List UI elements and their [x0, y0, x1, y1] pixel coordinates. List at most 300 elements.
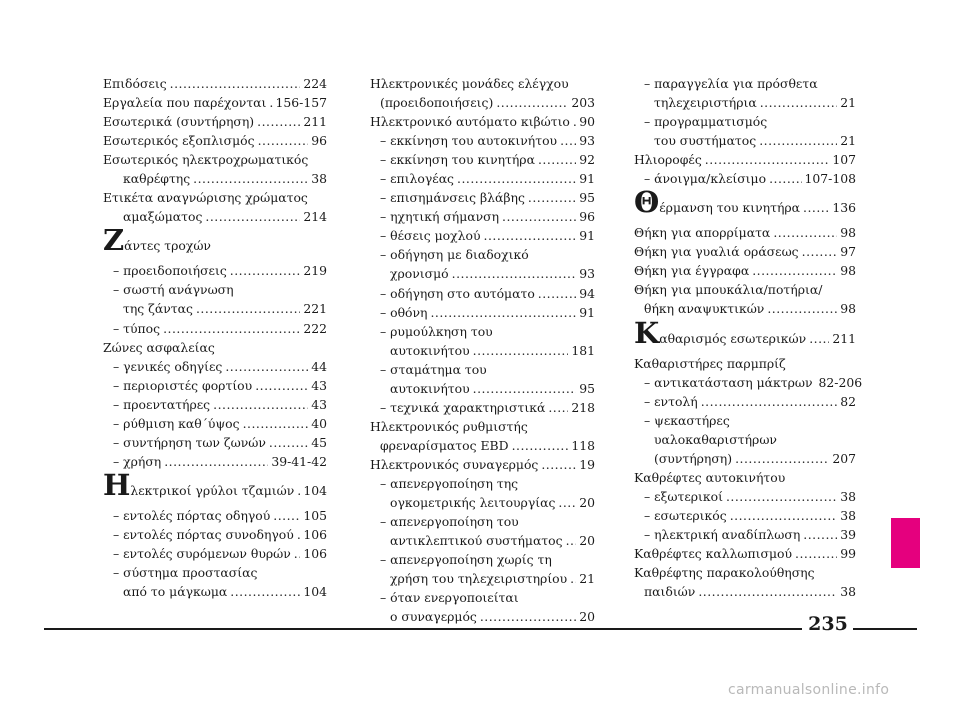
entry-page: 218: [571, 399, 595, 415]
entry-label: – άνοιγμα/κλείσιμο: [644, 171, 767, 187]
entry-text: [644, 112, 767, 131]
index-entry: [370, 360, 595, 379]
dot-leader: [698, 582, 837, 601]
dot-leader: [538, 284, 576, 303]
entry-label: – χρήση: [113, 453, 162, 469]
entry-text: [644, 506, 727, 525]
entry-text: [380, 245, 529, 264]
index-entry: [370, 303, 595, 322]
entry-text: [370, 74, 569, 93]
entry-label: από το μάγκωμα: [123, 584, 228, 600]
entry-label: Ηλεκτρονικός συναγερμός: [370, 456, 539, 472]
entry-page: 20: [579, 609, 595, 625]
entry-page: 106: [303, 526, 327, 542]
entry-label: άντες τροχών: [124, 238, 211, 254]
entry-text: [123, 582, 227, 601]
entry-label: αυτοκινήτου: [390, 380, 470, 396]
index-entry: [103, 357, 327, 376]
entry-page: 207: [832, 450, 856, 466]
entry-text: [123, 207, 202, 226]
entry-page: 40: [311, 415, 327, 431]
index-column-3: [634, 74, 863, 601]
entry-text: [113, 376, 252, 395]
entry-text: [654, 430, 777, 449]
dot-leader: [767, 299, 837, 318]
entry-label: Εσωτερικά (συντήρηση): [103, 114, 255, 130]
entry-label: Καθρέφτες καλλωπισμού: [634, 545, 793, 561]
entry-label: Ετικέτα αναγνώρισης χρώματος: [103, 190, 308, 206]
index-entry: [370, 207, 595, 226]
entry-text: [380, 226, 481, 245]
dot-leader: [769, 169, 801, 188]
entry-label: – απενεργοποίηση της: [380, 475, 519, 491]
entry-label: – εσωτερικός: [644, 507, 727, 523]
entry-page: 82-206: [818, 374, 863, 390]
entry-page: 21: [840, 95, 856, 111]
dot-leader: [558, 493, 576, 512]
entry-label: – οδήγηση με διαδοχικό: [380, 247, 529, 263]
entry-text: [380, 474, 518, 493]
entry-text: [390, 531, 563, 550]
entry-label: Εσωτερικός εξοπλισμός: [103, 133, 255, 149]
index-entry: [103, 414, 327, 433]
entry-text: [634, 185, 801, 223]
dot-leader: [480, 607, 576, 626]
entry-page: 97: [840, 244, 856, 260]
entry-label: – απενεργοποίηση του: [380, 514, 519, 530]
index-entry: [103, 319, 327, 338]
entry-text: [380, 188, 525, 207]
index-entry: [103, 280, 327, 299]
entry-text: [654, 93, 757, 112]
entry-label: Θήκη για γυαλιά οράσεως: [634, 244, 799, 260]
entry-text: [370, 112, 570, 131]
entry-label: – προεντατήρες: [113, 396, 211, 412]
dot-leader: [573, 112, 576, 131]
entry-label: Ηλεκτρονικός ρυθμιστής: [370, 418, 528, 434]
index-entry: [634, 242, 856, 261]
index-entry: [634, 261, 856, 280]
entry-label: – οθόνη: [380, 304, 428, 320]
index-entry: [634, 315, 856, 354]
entry-page: 156-157: [275, 95, 327, 111]
entry-text: [103, 467, 295, 506]
entry-label: – εντολές συρόμενων θυρών: [113, 545, 291, 561]
entry-label: – περιοριστές φορτίου: [113, 377, 253, 393]
section-tab-marker: [891, 518, 920, 568]
index-entry: [370, 569, 595, 588]
entry-page: 38: [311, 171, 327, 187]
dot-leader: [473, 341, 569, 360]
entry-page: 118: [571, 437, 595, 453]
entry-page: 136: [832, 200, 856, 216]
entry-text: [644, 582, 695, 601]
footer-rule-right: [853, 628, 917, 630]
entry-page: 104: [303, 584, 327, 600]
entry-label: – εκκίνηση του κινητήρα: [380, 152, 535, 168]
dot-leader: [802, 242, 838, 261]
dot-leader: [294, 544, 301, 563]
index-entry: [634, 131, 856, 150]
index-entry: [370, 264, 595, 283]
index-entry: [370, 188, 595, 207]
entry-label: – γενικές οδηγίες: [113, 358, 223, 374]
entry-page: 39: [840, 526, 856, 542]
entry-label: – τεχνικά χαρακτηριστικά: [380, 399, 546, 415]
index-entry: [103, 169, 327, 188]
entry-text: [103, 74, 167, 93]
index-entry: [103, 544, 327, 563]
section-initial: Κ: [634, 315, 660, 350]
entry-page: 45: [311, 434, 327, 450]
entry-text: [644, 373, 813, 392]
index-entry: [103, 582, 327, 601]
dot-leader: [430, 303, 576, 322]
entry-page: 181: [571, 342, 595, 358]
entry-label: – εντολές πόρτας οδηγού: [113, 507, 271, 523]
entry-text: [380, 169, 454, 188]
entry-label: – επιλογέας: [380, 171, 454, 187]
dot-leader: [257, 112, 300, 131]
entry-label: Ηλιοροφές: [634, 152, 702, 168]
entry-text: [103, 131, 255, 150]
index-entry: [634, 449, 856, 468]
entry-text: [380, 207, 499, 226]
entry-text: [390, 379, 470, 398]
entry-label: – συντήρηση των ζωνών: [113, 434, 266, 450]
entry-label: θήκη αναψυκτικών: [644, 301, 765, 317]
dot-leader: [452, 264, 577, 283]
entry-text: [380, 398, 545, 417]
index-entry: [634, 74, 856, 93]
entry-text: [370, 417, 528, 436]
entry-text: [380, 303, 427, 322]
entry-text: [123, 299, 193, 318]
entry-label: – παραγγελία για πρόσθετα: [644, 76, 818, 91]
index-entry: [103, 131, 327, 150]
entry-label: – απενεργοποίηση χωρίς τη: [380, 552, 552, 568]
section-initial: Θ: [634, 185, 660, 220]
entry-text: [103, 112, 254, 131]
index-entry: [103, 338, 327, 357]
entry-text: [644, 392, 698, 411]
entry-label: – σταμάτημα του: [380, 361, 487, 377]
dot-leader: [773, 223, 837, 242]
index-entry: [103, 223, 327, 261]
entry-page: 105: [303, 507, 327, 523]
entry-text: [380, 93, 493, 112]
entry-label: Καθαριστήρες παρμπρίζ: [634, 355, 786, 371]
index-entry: [634, 582, 856, 601]
entry-text: [634, 354, 786, 373]
index-entry: [370, 226, 595, 245]
entry-page: 107: [832, 152, 856, 168]
entry-text: [113, 261, 227, 280]
index-entry: [634, 112, 856, 131]
index-entry: [634, 354, 856, 373]
index-entry: [103, 74, 327, 93]
entry-page: 211: [303, 114, 327, 130]
entry-label: χρονισμό: [390, 266, 449, 282]
dot-leader: [230, 582, 300, 601]
entry-label: αντικλεπτικού συστήματος: [390, 533, 563, 549]
index-entry: [370, 588, 595, 607]
index-entry: [103, 207, 327, 226]
dot-leader: [560, 131, 576, 150]
entry-label: – αντικατάσταση μάκτρων: [644, 374, 813, 390]
entry-text: [634, 150, 702, 169]
dot-leader: [269, 93, 272, 112]
entry-text: [380, 436, 509, 455]
entry-text: [113, 319, 160, 338]
entry-page: 39-41-42: [271, 453, 327, 469]
entry-label: – προγραμματισμός: [644, 114, 768, 130]
entry-page: 94: [579, 285, 595, 301]
dot-leader: [570, 569, 576, 588]
entry-text: [644, 169, 766, 188]
index-column-1: [103, 74, 327, 601]
index-entry: [634, 280, 856, 299]
entry-label: αμαξώματος: [123, 209, 203, 225]
entry-text: [103, 93, 266, 112]
entry-text: [370, 455, 538, 474]
index-entry: [370, 379, 595, 398]
entry-page: 98: [840, 225, 856, 241]
index-entry: [103, 452, 327, 471]
entry-text: [634, 315, 807, 354]
entry-text: [644, 74, 818, 93]
index-entry: [634, 392, 856, 411]
entry-page: 82: [840, 393, 856, 409]
entry-page: 98: [840, 301, 856, 317]
entry-text: [113, 395, 210, 414]
dot-leader: [273, 506, 300, 525]
dot-leader: [205, 207, 300, 226]
entry-page: 91: [579, 228, 595, 244]
entry-page: 98: [840, 263, 856, 279]
dot-leader: [528, 188, 576, 207]
entry-label: Εσωτερικός ηλεκτροχρωματικός: [103, 152, 309, 168]
entry-text: [123, 169, 190, 188]
dot-leader: [705, 150, 830, 169]
index-column-2: [370, 74, 595, 626]
dot-leader: [196, 299, 300, 318]
entry-text: [634, 468, 785, 487]
entry-page: 95: [579, 380, 595, 396]
entry-label: Επιδόσεις: [103, 76, 167, 91]
dot-leader: [255, 376, 308, 395]
entry-page: 222: [303, 320, 327, 336]
dot-leader: [803, 193, 829, 223]
index-entry: [634, 169, 856, 188]
entry-label: έρμανση του κινητήρα: [659, 200, 801, 216]
entry-text: [380, 284, 535, 303]
index-entry: [370, 150, 595, 169]
index-entry: [370, 131, 595, 150]
dot-leader: [170, 74, 301, 93]
dot-leader: [269, 433, 308, 452]
index-entry: [103, 188, 327, 207]
entry-label: λεκτρικοί γρύλοι τζαμιών: [130, 482, 295, 498]
entry-page: 221: [303, 301, 327, 317]
entry-page: 224: [303, 76, 327, 91]
entry-page: 107-108: [804, 171, 856, 187]
entry-text: [634, 242, 799, 261]
index-entry: [370, 512, 595, 531]
entry-text: [103, 223, 211, 261]
entry-label: ο συναγερμός: [390, 609, 477, 625]
index-entry: [370, 74, 595, 93]
entry-label: ογκομετρικής λειτουργίας: [390, 495, 556, 511]
entry-label: – ψεκαστήρες: [644, 412, 730, 428]
entry-page: 219: [303, 263, 327, 279]
index-entry: [370, 169, 595, 188]
entry-page: 214: [303, 209, 327, 225]
entry-page: 93: [579, 133, 595, 149]
entry-label: Θήκη για μπουκάλια/ποτήρια/: [634, 282, 823, 298]
entry-page: 211: [832, 330, 856, 346]
entry-text: [654, 449, 732, 468]
entry-label: Καθρέφτης παρακολούθησης: [634, 565, 815, 581]
index-entry: [634, 487, 856, 506]
index-entry: [634, 299, 856, 318]
index-entry: [370, 474, 595, 493]
dot-leader: [193, 169, 308, 188]
entry-page: 91: [579, 304, 595, 320]
entry-text: [654, 131, 756, 150]
entry-page: 96: [579, 209, 595, 225]
entry-label: (συντήρηση): [654, 450, 733, 466]
entry-page: 104: [303, 482, 327, 498]
entry-page: 93: [579, 266, 595, 282]
index-entry: [370, 455, 595, 474]
entry-label: χρήση του τηλεχειριστηρίου: [390, 571, 568, 587]
dot-leader: [297, 476, 300, 506]
entry-text: [113, 433, 266, 452]
entry-label: Ηλεκτρονικές μονάδες ελέγχου: [370, 76, 569, 91]
dot-leader: [473, 379, 577, 398]
index-entry: [634, 430, 856, 449]
entry-label: Ηλεκτρονικό αυτόματο κιβώτιο: [370, 114, 570, 130]
dot-leader: [752, 261, 837, 280]
index-entry: [370, 112, 595, 131]
entry-text: [634, 261, 749, 280]
index-entry: [370, 284, 595, 303]
entry-text: [634, 223, 770, 242]
dot-leader: [243, 414, 309, 433]
dot-leader: [760, 93, 837, 112]
dot-leader: [759, 131, 837, 150]
section-initial: Ζ: [103, 223, 125, 258]
entry-page: 38: [840, 507, 856, 523]
index-entry: [370, 493, 595, 512]
entry-label: αθαρισμός εσωτερικών: [659, 330, 807, 346]
entry-text: [380, 150, 535, 169]
dot-leader: [512, 436, 569, 455]
entry-page: 92: [579, 152, 595, 168]
entry-label: Εργαλεία που παρέχονται: [103, 95, 267, 111]
entry-text: [644, 525, 800, 544]
entry-text: [634, 563, 815, 582]
dot-leader: [297, 525, 301, 544]
entry-text: [380, 512, 519, 531]
index-entry: [634, 544, 856, 563]
entry-text: [113, 544, 291, 563]
dot-leader: [258, 131, 309, 150]
entry-page: 43: [311, 396, 327, 412]
index-entry: [634, 93, 856, 112]
dot-leader: [502, 207, 576, 226]
dot-leader: [548, 398, 568, 417]
index-entry: [370, 550, 595, 569]
index-entry: [103, 467, 327, 506]
dot-leader: [496, 93, 568, 112]
dot-leader: [803, 525, 837, 544]
index-entry: [634, 563, 856, 582]
entry-label: – οδήγηση στο αυτόματο: [380, 285, 535, 301]
index-entry: [634, 525, 856, 544]
dot-leader: [541, 455, 576, 474]
entry-text: [390, 264, 449, 283]
watermark: carmanualsonline.info: [728, 682, 890, 698]
dot-leader: [735, 449, 829, 468]
index-entry: [103, 93, 327, 112]
index-entry: [370, 93, 595, 112]
entry-text: [380, 588, 519, 607]
entry-label: καθρέφτης: [123, 171, 191, 187]
entry-label: παιδιών: [644, 584, 696, 600]
entry-label: – εξωτερικοί: [644, 488, 723, 504]
dot-leader: [538, 150, 576, 169]
entry-label: του συστήματος: [654, 133, 757, 149]
dot-leader: [809, 324, 829, 354]
entry-text: [380, 322, 493, 341]
entry-text: [390, 493, 555, 512]
index-entry: [370, 436, 595, 455]
entry-label: – ηλεκτρική αναδίπλωση: [644, 526, 801, 542]
index-entry: [103, 150, 327, 169]
entry-label: υαλοκαθαριστήρων: [654, 431, 777, 447]
dot-leader: [701, 392, 838, 411]
index-entry: [634, 185, 856, 223]
entry-page: 99: [840, 545, 856, 561]
entry-page: 95: [579, 190, 595, 206]
footer-rule-left: [44, 628, 802, 630]
entry-text: [113, 525, 294, 544]
entry-page: 19: [579, 456, 595, 472]
entry-text: [644, 487, 723, 506]
entry-label: αυτοκινήτου: [390, 342, 470, 358]
entry-text: [113, 506, 270, 525]
dot-leader: [795, 544, 837, 563]
index-entry: [103, 506, 327, 525]
entry-label: – σύστημα προστασίας: [113, 565, 258, 581]
dot-leader: [484, 226, 577, 245]
entry-label: – προειδοποιήσεις: [113, 263, 227, 279]
dot-leader: [726, 487, 837, 506]
entry-page: 91: [579, 171, 595, 187]
entry-label: – ηχητική σήμανση: [380, 209, 500, 225]
index-entry: [370, 607, 595, 626]
index-entry: [103, 299, 327, 318]
entry-text: [380, 360, 487, 379]
section-initial: Η: [103, 467, 131, 502]
dot-leader: [230, 261, 301, 280]
entry-label: – τύπος: [113, 320, 161, 336]
entry-label: φρεναρίσματος EBD: [380, 437, 509, 453]
entry-label: Καθρέφτες αυτοκινήτου: [634, 469, 786, 485]
dot-leader: [457, 169, 576, 188]
